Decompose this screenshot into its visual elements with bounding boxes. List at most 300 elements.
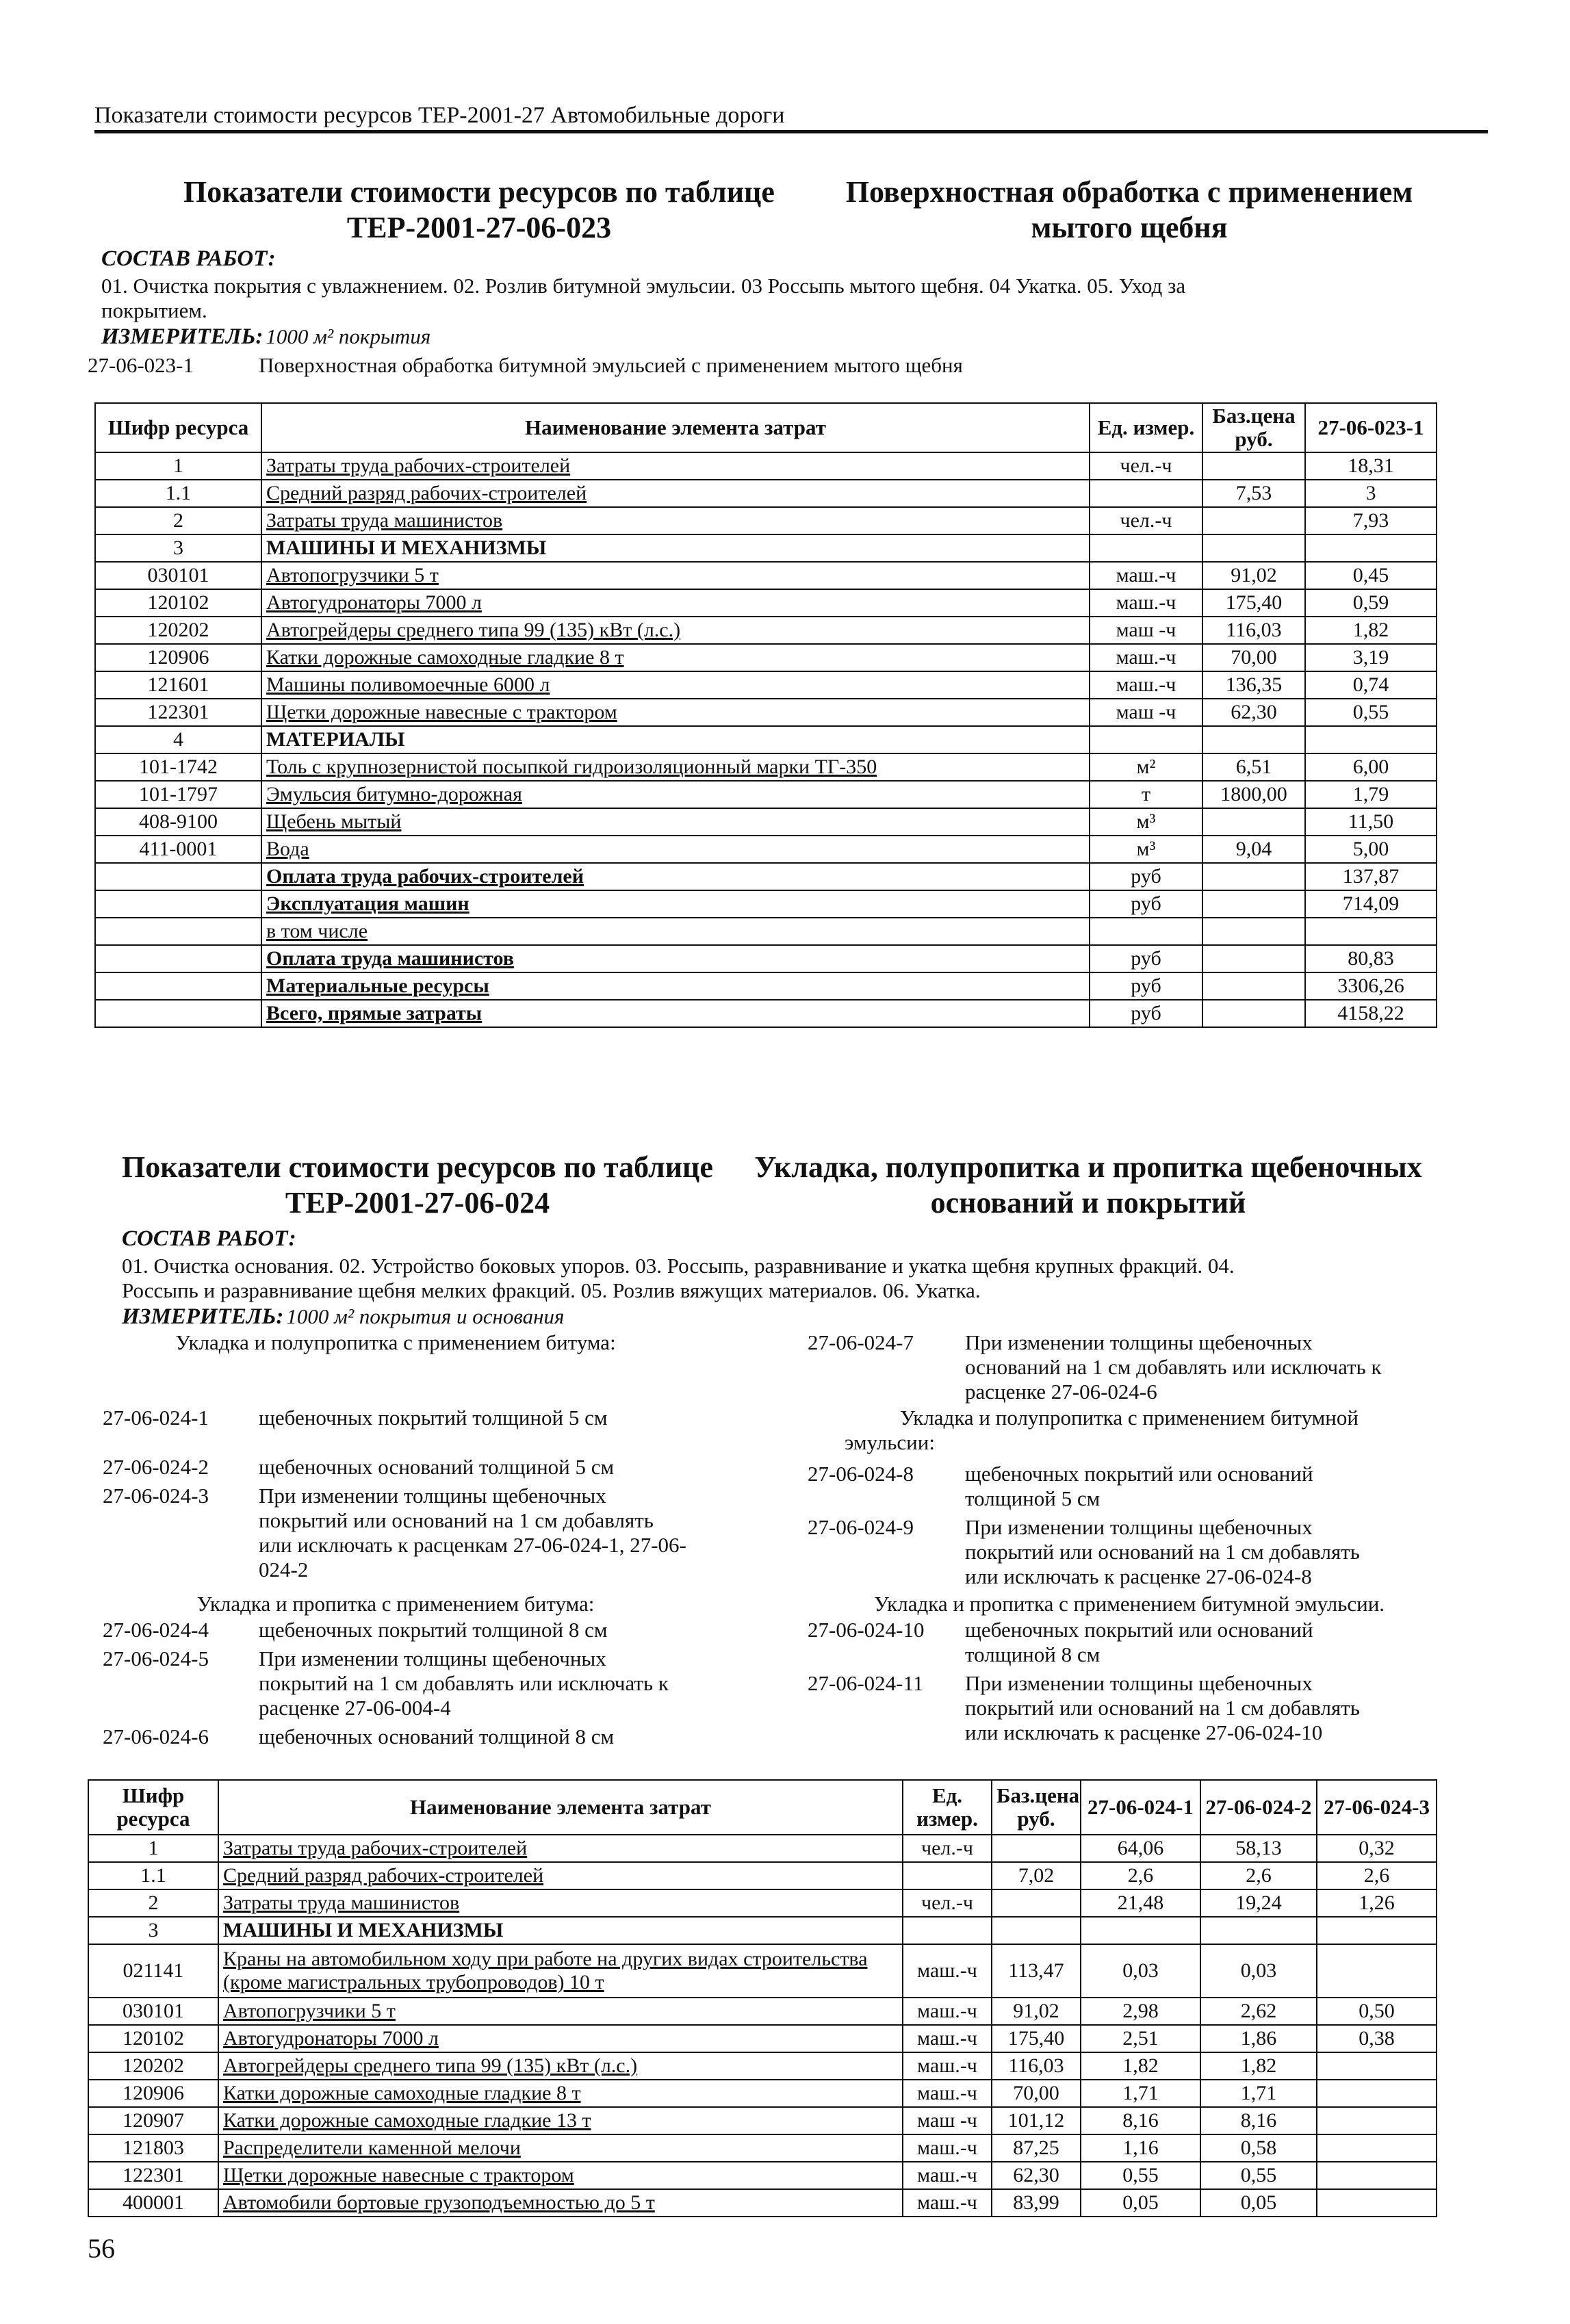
cell-price xyxy=(1202,918,1305,945)
cell-price xyxy=(1202,945,1305,972)
table-row xyxy=(88,1944,1437,1998)
table-row xyxy=(95,1000,1437,1027)
cell-name: Автогрейдеры среднего типа 99 (135) кВт (л.с.) xyxy=(218,2052,903,2080)
table-row xyxy=(95,671,1437,699)
s2-izmer-label: ИЗМЕРИТЕЛЬ: xyxy=(122,1304,284,1329)
s1-sostav-text-2: покрытием. xyxy=(101,298,207,322)
cell-rate-1: 0,55 xyxy=(1081,2162,1200,2189)
cell-code: 3 xyxy=(88,1917,218,1944)
s1-col-name: Наименование элемента затрат xyxy=(261,403,1090,452)
cell-price xyxy=(1202,890,1305,918)
s1-izmer-value: 1000 м² покрытия xyxy=(266,324,431,348)
cell-name: Оплата труда машинистов xyxy=(261,945,1090,972)
cell-unit xyxy=(1090,726,1202,753)
cell-name: Автомобили бортовые грузоподъемностью до 5 т xyxy=(218,2189,903,2217)
cell-code: 1 xyxy=(88,1835,218,1862)
cell-price: 91,02 xyxy=(992,1998,1081,2025)
cell-unit xyxy=(1090,480,1202,507)
s1-code-desc: Поверхностная обработка битумной эмульсией с применением мытого щебня xyxy=(259,353,963,377)
cell-code: 1.1 xyxy=(95,480,261,507)
s1-col-rate: 27-06-023-1 xyxy=(1305,403,1437,452)
cell-price xyxy=(1202,1000,1305,1027)
cell-rate: 11,50 xyxy=(1305,808,1437,836)
s2-table-body xyxy=(88,1835,1437,2217)
cell-code xyxy=(95,890,261,918)
cell-rate-1: 2,98 xyxy=(1081,1998,1200,2025)
s2-right-code-10: 27-06-024-10 xyxy=(808,1618,925,1642)
cell-code: 120906 xyxy=(95,644,261,671)
cell-rate-2: 8,16 xyxy=(1200,2107,1317,2134)
s2-right-group-1b: эмульсии: xyxy=(845,1430,935,1454)
cell-name: Всего, прямые затраты xyxy=(261,1000,1090,1027)
cell-unit: руб xyxy=(1090,972,1202,1000)
s2-left-group-2: Укладка и пропитка с применением битума: xyxy=(196,1592,595,1616)
cell-price: 101,12 xyxy=(992,2107,1081,2134)
s2-left2-code-3: 27-06-024-6 xyxy=(103,1725,209,1748)
cell-code xyxy=(95,972,261,1000)
s1-title-right-line1: Поверхностная обработка с применением xyxy=(845,175,1413,209)
s2-right-desc-9-0: При изменении толщины щебеночных xyxy=(965,1515,1313,1539)
cell-rate-3 xyxy=(1317,2162,1437,2189)
s2-left-code-3: 27-06-024-3 xyxy=(103,1484,209,1508)
cell-price: 91,02 xyxy=(1202,562,1305,589)
table-row xyxy=(95,480,1437,507)
s2-sostav-label: СОСТАВ РАБОТ: xyxy=(122,1226,296,1251)
cell-code xyxy=(95,863,261,890)
s2-izmeritel xyxy=(122,1304,564,1330)
cell-price: 70,00 xyxy=(1202,644,1305,671)
s2-title-right-line1: Укладка, полупропитка и пропитка щебеночных xyxy=(754,1150,1422,1184)
cell-code: 030101 xyxy=(88,1998,218,2025)
s2-right-desc-9-1: покрытий или оснований на 1 см добавлять xyxy=(965,1540,1360,1564)
cell-rate: 1,79 xyxy=(1305,781,1437,808)
cell-code: 101-1742 xyxy=(95,753,261,781)
cell-code: 120907 xyxy=(88,2107,218,2134)
cell-name: Щебень мытый xyxy=(261,808,1090,836)
cell-code: 122301 xyxy=(95,699,261,726)
cell-name: Средний разряд рабочих-строителей xyxy=(218,1862,903,1889)
s2-title-right xyxy=(746,1150,1430,1221)
cell-rate-2: 1,82 xyxy=(1200,2052,1317,2080)
cell-unit: маш -ч xyxy=(903,2107,992,2134)
s2-right-group-1a: Укладка и полупропитка с применением битумной xyxy=(900,1406,1359,1430)
cell-code: 4 xyxy=(95,726,261,753)
cell-code: 122301 xyxy=(88,2162,218,2189)
cell-rate-3 xyxy=(1317,2107,1437,2134)
cell-name: Щетки дорожные навесные с трактором xyxy=(261,699,1090,726)
cell-rate-3 xyxy=(1317,1944,1437,1998)
cell-code: 411-0001 xyxy=(95,836,261,863)
cell-unit xyxy=(903,1917,992,1944)
cell-price: 1800,00 xyxy=(1202,781,1305,808)
cell-rate xyxy=(1305,726,1437,753)
cell-price: 62,30 xyxy=(1202,699,1305,726)
cell-price xyxy=(1202,507,1305,534)
cell-unit: маш.-ч xyxy=(903,1998,992,2025)
cell-name: Затраты труда машинистов xyxy=(218,1889,903,1917)
table-row xyxy=(88,1889,1437,1917)
cell-code xyxy=(95,918,261,945)
s1-title-right xyxy=(814,175,1444,246)
table-row xyxy=(95,836,1437,863)
cell-rate: 0,74 xyxy=(1305,671,1437,699)
cell-name: МАТЕРИАЛЫ xyxy=(261,726,1090,753)
cell-rate-3 xyxy=(1317,2189,1437,2217)
table-row xyxy=(88,2025,1437,2052)
cell-rate-1: 1,71 xyxy=(1081,2080,1200,2107)
cell-rate: 7,93 xyxy=(1305,507,1437,534)
cell-code: 2 xyxy=(95,507,261,534)
s2-izmer-value: 1000 м² покрытия и основания xyxy=(286,1304,565,1328)
s2-col-price: Баз.цена руб. xyxy=(992,1780,1081,1835)
s2-col-rate-3: 27-06-024-3 xyxy=(1317,1780,1437,1835)
cell-rate-2: 19,24 xyxy=(1200,1889,1317,1917)
cell-name: Автогудронаторы 7000 л xyxy=(218,2025,903,2052)
table-row xyxy=(88,1998,1437,2025)
s2-col-rate-1: 27-06-024-1 xyxy=(1081,1780,1200,1835)
cell-rate-1: 21,48 xyxy=(1081,1889,1200,1917)
cell-code: 021141 xyxy=(88,1944,218,1998)
cell-rate-3 xyxy=(1317,2052,1437,2080)
cell-code: 121803 xyxy=(88,2134,218,2162)
s2-right-desc-7-1: оснований на 1 см добавлять или исключать к xyxy=(965,1355,1382,1379)
cell-name: Распределители каменной мелочи xyxy=(218,2134,903,2162)
cell-unit: руб xyxy=(1090,863,1202,890)
cell-name: МАШИНЫ И МЕХАНИЗМЫ xyxy=(261,534,1090,562)
table-row xyxy=(95,534,1437,562)
cell-rate-2: 1,71 xyxy=(1200,2080,1317,2107)
cell-name: Щетки дорожные навесные с трактором xyxy=(218,2162,903,2189)
s2-right-group-2: Укладка и пропитка с применением битумной эмульсии. xyxy=(873,1592,1385,1616)
cell-rate: 1,82 xyxy=(1305,617,1437,644)
table-row xyxy=(88,1835,1437,1862)
cell-price: 6,51 xyxy=(1202,753,1305,781)
cell-name: Материальные ресурсы xyxy=(261,972,1090,1000)
cell-unit: руб xyxy=(1090,945,1202,972)
s2-right-desc-11-1: покрытий или оснований на 1 см добавлять xyxy=(965,1696,1360,1720)
cell-name: Автогудронаторы 7000 л xyxy=(261,589,1090,617)
s2-col-rate-2: 27-06-024-2 xyxy=(1200,1780,1317,1835)
table-row xyxy=(95,699,1437,726)
cell-rate-2: 0,55 xyxy=(1200,2162,1317,2189)
s2-left-desc-2-0: щебеночных оснований толщиной 5 см xyxy=(259,1455,615,1479)
s1-col-unit: Ед. измер. xyxy=(1090,403,1202,452)
cell-unit: маш.-ч xyxy=(1090,589,1202,617)
s1-izmer-label: ИЗМЕРИТЕЛЬ: xyxy=(101,324,263,349)
cell-rate: 137,87 xyxy=(1305,863,1437,890)
cell-price: 7,53 xyxy=(1202,480,1305,507)
s2-title-left xyxy=(103,1150,732,1221)
cell-code: 408-9100 xyxy=(95,808,261,836)
cell-name: Вода xyxy=(261,836,1090,863)
cell-rate: 6,00 xyxy=(1305,753,1437,781)
cell-price xyxy=(992,1889,1081,1917)
cell-rate: 3 xyxy=(1305,480,1437,507)
cell-rate: 0,45 xyxy=(1305,562,1437,589)
cell-rate-3: 0,50 xyxy=(1317,1998,1437,2025)
table-row xyxy=(95,918,1437,945)
cell-name: Эмульсия битумно-дорожная xyxy=(261,781,1090,808)
cell-rate: 5,00 xyxy=(1305,836,1437,863)
cell-name: Средний разряд рабочих-строителей xyxy=(261,480,1090,507)
cell-price: 116,03 xyxy=(1202,617,1305,644)
s2-sostav-text-1: 01. Очистка основания. 02. Устройство боковых упоров. 03. Россыпь, разравнивание и укатка щебня крупных фракций. 04. xyxy=(122,1254,1235,1278)
cell-price xyxy=(1202,726,1305,753)
cell-rate-3 xyxy=(1317,1917,1437,1944)
s1-title-right-line2: мытого щебня xyxy=(1031,211,1228,244)
table-row xyxy=(95,945,1437,972)
cell-name: Автогрейдеры среднего типа 99 (135) кВт (л.с.) xyxy=(261,617,1090,644)
s1-izmeritel xyxy=(101,324,430,350)
s2-title-left-line1: Показатели стоимости ресурсов по таблице xyxy=(122,1150,713,1184)
table-row xyxy=(95,452,1437,480)
cell-price: 175,40 xyxy=(1202,589,1305,617)
cell-price xyxy=(1202,452,1305,480)
cell-code: 120202 xyxy=(88,2052,218,2080)
table-row xyxy=(88,2189,1437,2217)
s2-title-left-line2: ТЕР-2001-27-06-024 xyxy=(285,1186,550,1219)
cell-code xyxy=(95,945,261,972)
table-row xyxy=(95,890,1437,918)
s1-code: 27-06-023-1 xyxy=(88,353,194,377)
cell-rate: 4158,22 xyxy=(1305,1000,1437,1027)
s2-right-desc-10-1: толщиной 8 см xyxy=(965,1642,1101,1666)
cell-unit: руб xyxy=(1090,890,1202,918)
s2-right-desc-11-2: или исключать к расценке 27-06-024-10 xyxy=(965,1720,1323,1744)
table-row xyxy=(95,562,1437,589)
cell-code xyxy=(95,1000,261,1027)
cell-rate: 18,31 xyxy=(1305,452,1437,480)
s2-left-desc-3-2: или исключать к расценкам 27-06-024-1, 27-06- xyxy=(259,1533,686,1557)
s2-col-unit: Ед. измер. xyxy=(903,1780,992,1835)
cell-unit: руб xyxy=(1090,1000,1202,1027)
cell-name: МАШИНЫ И МЕХАНИЗМЫ xyxy=(218,1917,903,1944)
cell-price xyxy=(992,1835,1081,1862)
table-row xyxy=(95,589,1437,617)
cell-rate xyxy=(1305,918,1437,945)
s2-left2-code-1: 27-06-024-4 xyxy=(103,1618,209,1642)
header-rule xyxy=(94,130,1488,133)
cell-rate-1 xyxy=(1081,1917,1200,1944)
cell-price: 87,25 xyxy=(992,2134,1081,2162)
s1-sostav-text-1: 01. Очистка покрытия с увлажнением. 02. Розлив битумной эмульсии. 03 Россыпь мытого щебня. 04 Укатка. 05. Уход за xyxy=(101,274,1186,298)
s2-left-group-1: Укладка и полупропитка с применением битума: xyxy=(175,1330,616,1354)
cell-unit: т xyxy=(1090,781,1202,808)
cell-code: 3 xyxy=(95,534,261,562)
cell-rate-2: 1,86 xyxy=(1200,2025,1317,2052)
cell-price: 116,03 xyxy=(992,2052,1081,2080)
cell-unit: маш.-ч xyxy=(1090,671,1202,699)
s2-left-code-1: 27-06-024-1 xyxy=(103,1406,209,1430)
cell-price: 7,02 xyxy=(992,1862,1081,1889)
cell-name: Автопогрузчики 5 т xyxy=(218,1998,903,2025)
s2-left-code-2: 27-06-024-2 xyxy=(103,1455,209,1479)
cell-code: 101-1797 xyxy=(95,781,261,808)
cell-unit: м³ xyxy=(1090,808,1202,836)
s2-left-desc-1-0: щебеночных покрытий толщиной 5 см xyxy=(259,1406,608,1430)
cell-name: Толь с крупнозернистой посыпкой гидроизоляционный марки ТГ-350 xyxy=(261,753,1090,781)
cell-rate: 0,59 xyxy=(1305,589,1437,617)
cell-unit: маш.-ч xyxy=(1090,644,1202,671)
cell-rate-3: 0,32 xyxy=(1317,1835,1437,1862)
s2-right-desc-9-2: или исключать к расценке 27-06-024-8 xyxy=(965,1564,1312,1588)
s2-left2-code-2: 27-06-024-5 xyxy=(103,1647,209,1670)
cell-price xyxy=(1202,808,1305,836)
s2-right-code-7: 27-06-024-7 xyxy=(808,1330,914,1354)
cell-rate: 3306,26 xyxy=(1305,972,1437,1000)
cell-name: Машины поливомоечные 6000 л xyxy=(261,671,1090,699)
cell-unit: маш.-ч xyxy=(903,2052,992,2080)
cell-price: 175,40 xyxy=(992,2025,1081,2052)
cell-unit xyxy=(1090,534,1202,562)
s2-right-desc-11-0: При изменении толщины щебеночных xyxy=(965,1671,1313,1695)
cell-name: Катки дорожные самоходные гладкие 8 т xyxy=(218,2080,903,2107)
cell-name: Оплата труда рабочих-строителей xyxy=(261,863,1090,890)
cell-rate xyxy=(1305,534,1437,562)
table-row xyxy=(95,808,1437,836)
cell-rate-3: 2,6 xyxy=(1317,1862,1437,1889)
cell-rate-1: 2,51 xyxy=(1081,2025,1200,2052)
s1-title-left-line2: ТЕР-2001-27-06-023 xyxy=(346,211,612,244)
cell-unit: чел.-ч xyxy=(1090,507,1202,534)
cell-unit: чел.-ч xyxy=(1090,452,1202,480)
s2-right-desc-7-2: расценке 27-06-024-6 xyxy=(965,1380,1157,1404)
cell-price xyxy=(992,1917,1081,1944)
cell-rate-3: 0,38 xyxy=(1317,2025,1437,2052)
running-header: Показатели стоимости ресурсов ТЕР-2001-27 Автомобильные дороги xyxy=(94,103,785,128)
cell-rate-3 xyxy=(1317,2080,1437,2107)
table-row xyxy=(95,617,1437,644)
cell-unit: чел.-ч xyxy=(903,1889,992,1917)
s1-col-price: Баз.цена руб. xyxy=(1202,403,1305,452)
table-row xyxy=(95,507,1437,534)
cell-name: Катки дорожные самоходные гладкие 13 т xyxy=(218,2107,903,2134)
table-row xyxy=(95,644,1437,671)
page-number: 56 xyxy=(88,2233,115,2264)
s2-right-desc-8-0: щебеночных покрытий или оснований xyxy=(965,1462,1313,1486)
cell-name: Автопогрузчики 5 т xyxy=(261,562,1090,589)
s2-left2-desc-2-1: покрытий на 1 см добавлять или исключать к xyxy=(259,1671,669,1695)
s2-col-name: Наименование элемента затрат xyxy=(218,1780,903,1835)
s2-resource-table xyxy=(88,1779,1437,2217)
table-row xyxy=(95,863,1437,890)
cell-price xyxy=(1202,863,1305,890)
cell-rate-2: 0,05 xyxy=(1200,2189,1317,2217)
cell-unit: маш.-ч xyxy=(903,2162,992,2189)
cell-rate-1: 0,05 xyxy=(1081,2189,1200,2217)
cell-code: 120102 xyxy=(88,2025,218,2052)
table-row xyxy=(88,2052,1437,2080)
cell-code: 2 xyxy=(88,1889,218,1917)
cell-code: 120906 xyxy=(88,2080,218,2107)
cell-unit xyxy=(1090,918,1202,945)
cell-rate-2: 0,58 xyxy=(1200,2134,1317,2162)
s2-left2-desc-2-2: расценке 27-06-004-4 xyxy=(259,1696,451,1720)
cell-unit: маш -ч xyxy=(1090,617,1202,644)
cell-unit: маш.-ч xyxy=(1090,562,1202,589)
table-row xyxy=(95,972,1437,1000)
cell-unit: чел.-ч xyxy=(903,1835,992,1862)
cell-rate-1: 2,6 xyxy=(1081,1862,1200,1889)
cell-rate-2: 0,03 xyxy=(1200,1944,1317,1998)
cell-unit: м³ xyxy=(1090,836,1202,863)
s2-left2-desc-1-0: щебеночных покрытий толщиной 8 см xyxy=(259,1618,608,1642)
cell-rate: 0,55 xyxy=(1305,699,1437,726)
s2-left-desc-3-3: 024-2 xyxy=(259,1558,309,1581)
s2-right-desc-7-0: При изменении толщины щебеночных xyxy=(965,1330,1313,1354)
cell-rate-1: 8,16 xyxy=(1081,2107,1200,2134)
cell-rate-3: 1,26 xyxy=(1317,1889,1437,1917)
cell-price xyxy=(1202,972,1305,1000)
cell-price: 113,47 xyxy=(992,1944,1081,1998)
cell-rate: 714,09 xyxy=(1305,890,1437,918)
cell-rate-2 xyxy=(1200,1917,1317,1944)
cell-name: Затраты труда машинистов xyxy=(261,507,1090,534)
cell-rate-1: 1,82 xyxy=(1081,2052,1200,2080)
cell-code: 030101 xyxy=(95,562,261,589)
s2-left-desc-3-1: покрытий или оснований на 1 см добавлять xyxy=(259,1508,654,1532)
table-row xyxy=(88,2080,1437,2107)
cell-name: Затраты труда рабочих-строителей xyxy=(218,1835,903,1862)
s1-resource-table xyxy=(94,402,1437,1028)
cell-price: 62,30 xyxy=(992,2162,1081,2189)
s1-col-code: Шифр ресурса xyxy=(95,403,261,452)
cell-rate-3 xyxy=(1317,2134,1437,2162)
cell-rate-1: 1,16 xyxy=(1081,2134,1200,2162)
cell-price: 9,04 xyxy=(1202,836,1305,863)
s2-left2-desc-2-0: При изменении толщины щебеночных xyxy=(259,1647,606,1670)
cell-rate-1: 64,06 xyxy=(1081,1835,1200,1862)
cell-unit: маш.-ч xyxy=(903,1944,992,1998)
cell-code: 1 xyxy=(95,452,261,480)
cell-code: 1.1 xyxy=(88,1862,218,1889)
s2-right-desc-10-0: щебеночных покрытий или оснований xyxy=(965,1618,1313,1642)
cell-price: 136,35 xyxy=(1202,671,1305,699)
table-row xyxy=(88,1862,1437,1889)
cell-unit: м² xyxy=(1090,753,1202,781)
table-row xyxy=(88,1917,1437,1944)
cell-rate-2: 2,62 xyxy=(1200,1998,1317,2025)
cell-price: 70,00 xyxy=(992,2080,1081,2107)
s1-table-body xyxy=(95,452,1437,1027)
s2-right-desc-8-1: толщиной 5 см xyxy=(965,1486,1101,1510)
cell-code: 400001 xyxy=(88,2189,218,2217)
cell-name: Затраты труда рабочих-строителей xyxy=(261,452,1090,480)
s1-sostav-label: СОСТАВ РАБОТ: xyxy=(101,246,276,271)
cell-unit xyxy=(903,1862,992,1889)
s1-title-left-line1: Показатели стоимости ресурсов по таблице xyxy=(183,175,775,209)
cell-code: 121601 xyxy=(95,671,261,699)
cell-price xyxy=(1202,534,1305,562)
s2-title-right-line2: оснований и покрытий xyxy=(930,1186,1246,1219)
cell-code: 120202 xyxy=(95,617,261,644)
cell-unit: маш -ч xyxy=(1090,699,1202,726)
cell-rate-2: 58,13 xyxy=(1200,1835,1317,1862)
cell-code: 120102 xyxy=(95,589,261,617)
table-row xyxy=(95,726,1437,753)
cell-price: 83,99 xyxy=(992,2189,1081,2217)
cell-unit: маш.-ч xyxy=(903,2025,992,2052)
cell-rate-2: 2,6 xyxy=(1200,1862,1317,1889)
cell-name: в том числе xyxy=(261,918,1090,945)
s2-right-code-8: 27-06-024-8 xyxy=(808,1462,914,1486)
cell-rate: 80,83 xyxy=(1305,945,1437,972)
cell-name: Катки дорожные самоходные гладкие 8 т xyxy=(261,644,1090,671)
cell-unit: маш.-ч xyxy=(903,2189,992,2217)
table-row xyxy=(88,2162,1437,2189)
cell-name: Эксплуатация машин xyxy=(261,890,1090,918)
s1-title-left xyxy=(171,175,787,246)
